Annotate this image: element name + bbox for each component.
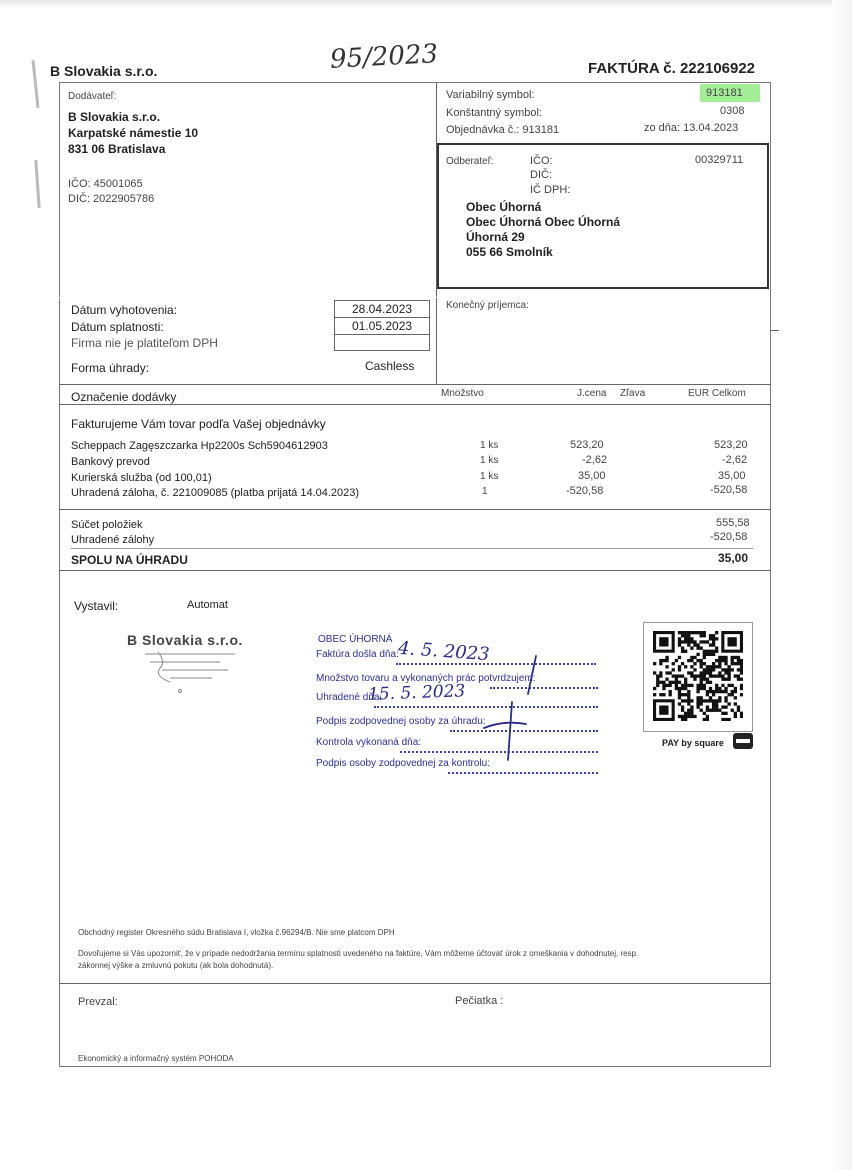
row-unit-price: 523,20 — [570, 439, 604, 451]
issue-date-value: 28.04.2023 — [352, 302, 413, 316]
pay-by-square-caption: PAY by square — [662, 738, 724, 748]
stamp-received-date-handwritten: 4. 5. 2023 — [397, 637, 491, 666]
row-total: 35,00 — [718, 470, 746, 482]
due-date-label: Dátum splatnosti: — [71, 320, 164, 334]
scan-edge-top — [0, 0, 852, 8]
row-description: Bankový prevod — [71, 456, 150, 468]
customer-ico-label: IČO: — [530, 155, 553, 167]
paid-advances-label: Uhradené zálohy — [71, 534, 155, 546]
company-stamp-name: B Slovakia s.r.o. — [127, 632, 243, 648]
issue-date-label: Dátum vyhotovenia: — [71, 303, 178, 317]
issued-by-label: Vystavil: — [74, 599, 119, 613]
invoice-title: FAKTÚRA č. 222106922 — [588, 60, 756, 77]
col-header-unit-price: J.cena — [577, 388, 607, 399]
paid-advances-value: -520,58 — [710, 531, 748, 543]
stamp-dotted-line — [448, 772, 598, 774]
stamp-payment-signature-label: Podpis zodpovednej osoby za úhradu: — [316, 716, 486, 727]
row-quantity: 1 ks — [480, 455, 499, 466]
handwritten-signature — [470, 648, 550, 766]
scan-edge-right — [832, 0, 852, 1170]
variable-symbol-label: Variabilný symbol: — [446, 89, 535, 101]
divider-dates — [59, 297, 437, 298]
due-date-value: 01.05.2023 — [352, 319, 413, 333]
stamp-paid-date-handwritten: 15. 5. 2023 — [367, 681, 466, 705]
customer-ico-value: 00329711 — [695, 154, 744, 166]
customer-street: Úhorná 29 — [466, 230, 525, 244]
table-intro: Fakturujeme Vám tovar podľa Vašej objednávky — [71, 417, 326, 431]
customer-dic-label: DIČ: — [530, 169, 552, 181]
late-payment-notice-cont: zákonnej výške a zmluvnú pokutu (ak bola dohodnutá). — [78, 961, 274, 970]
stamp-invoice-received-label: Faktúra došla dňa: — [316, 649, 399, 660]
staple-mark — [34, 160, 40, 208]
vat-note: Firma nie je platiteľom DPH — [71, 336, 218, 350]
row-description: Uhradená záloha, č. 221009085 (platba prijatá 14.04.2023) — [71, 487, 360, 499]
payment-form-value: Cashless — [365, 359, 415, 373]
divider-footer — [59, 983, 771, 984]
supplier-city: 831 06 Bratislava — [68, 142, 166, 156]
supplier-street: Karpatské námestie 10 — [68, 126, 199, 140]
row-total: -520,58 — [710, 484, 748, 496]
sum-label: Súčet položiek — [71, 519, 143, 531]
row-description: Kurierská služba (od 100,01) — [71, 472, 212, 484]
customer-city: 055 66 Smolník — [466, 245, 553, 259]
stamp-quantity-confirm-label: Množstvo tovaru a vykonaných prác potvrdzujem: — [316, 673, 536, 684]
col-header-discount: Zľava — [620, 388, 646, 399]
late-payment-notice: Dovoľujeme si Vás upozorniť, že v prípade nedodržania termínu splatnosti uvedeného na faktúre, Vám môžeme účtovať úrok z omeškania v dohodnutej, resp. — [78, 949, 639, 958]
order-date: zo dňa: 13.04.2023 — [644, 122, 739, 134]
handwritten-reference: 95/2023 — [329, 39, 439, 75]
customer-name: Obec Úhorná — [466, 200, 542, 214]
sum-value: 555,58 — [716, 517, 750, 529]
software-note: Ekonomický a informačný systém POHODA — [78, 1054, 234, 1063]
register-note: Obchodný register Okresného súdu Bratislava I, vložka č.96294/B. Nie sme platcom DPH — [78, 928, 395, 937]
row-quantity: 1 ks — [480, 440, 499, 451]
received-by-label: Prevzal: — [78, 996, 118, 1008]
company-header: B Slovakia s.r.o. — [50, 63, 158, 79]
constant-symbol-value: 0308 — [720, 105, 745, 117]
company-stamp-scribble — [140, 648, 250, 696]
row-quantity: 1 ks — [480, 471, 499, 482]
constant-symbol-label: Konštantný symbol: — [446, 107, 542, 119]
date-box-divider — [334, 317, 430, 318]
row-unit-price: -520,58 — [566, 485, 604, 497]
final-recipient-label: Konečný príjemca: — [446, 300, 529, 311]
customer-label: Odberateľ: — [446, 156, 494, 167]
row-unit-price: -2,62 — [582, 454, 608, 466]
fold-mark — [771, 330, 779, 331]
supplier-label: Dodávateľ: — [68, 91, 117, 102]
stamp-paid-date-label: Uhradené dňa: — [316, 692, 383, 703]
divider-table-header — [59, 404, 771, 405]
stamp-title: OBEC ÚHORNÁ — [318, 634, 393, 645]
stamp-control-date-label: Kontrola vykonaná dňa: — [316, 737, 422, 748]
date-box-divider — [334, 334, 430, 335]
card-icon — [733, 733, 753, 749]
total-due-value: 35,00 — [718, 551, 749, 565]
customer-name-full: Obec Úhorná Obec Úhorná — [466, 215, 621, 229]
card-stripe — [736, 739, 750, 743]
order-number: Objednávka č.: 913181 — [446, 124, 560, 136]
divider-totals — [59, 509, 771, 510]
stamp-control-signature-label: Podpis osoby zodpovednej za kontrolu: — [316, 758, 491, 769]
total-due-label: SPOLU NA ÚHRADU — [71, 553, 188, 567]
col-header-total: EUR Celkom — [688, 388, 746, 399]
row-description: Scheppach Zagęszczarka Hp2200s Sch5904612903 — [71, 440, 328, 452]
stamp-label: Pečiatka : — [455, 995, 504, 1007]
divider-total-due — [71, 548, 753, 549]
row-total: -2,62 — [722, 454, 748, 466]
issued-by-value: Automat — [187, 599, 228, 611]
variable-symbol-value: 913181 — [706, 87, 743, 99]
col-header-description: Označenie dodávky — [71, 390, 177, 404]
col-header-quantity: Množstvo — [441, 388, 484, 399]
row-unit-price: 35,00 — [578, 470, 606, 482]
qr-code — [653, 631, 743, 721]
supplier-ico: IČO: 45001065 — [68, 178, 143, 190]
row-quantity: 1 — [482, 486, 488, 497]
payment-form-label: Forma úhrady: — [71, 361, 150, 375]
staple-mark — [31, 60, 39, 108]
divider-table-top — [59, 384, 771, 385]
divider-issued — [59, 570, 771, 571]
row-total: 523,20 — [714, 439, 748, 451]
customer-icdph-label: IČ DPH: — [530, 184, 571, 196]
supplier-name: B Slovakia s.r.o. — [68, 110, 161, 124]
supplier-dic: DIČ: 2022905786 — [68, 193, 155, 205]
